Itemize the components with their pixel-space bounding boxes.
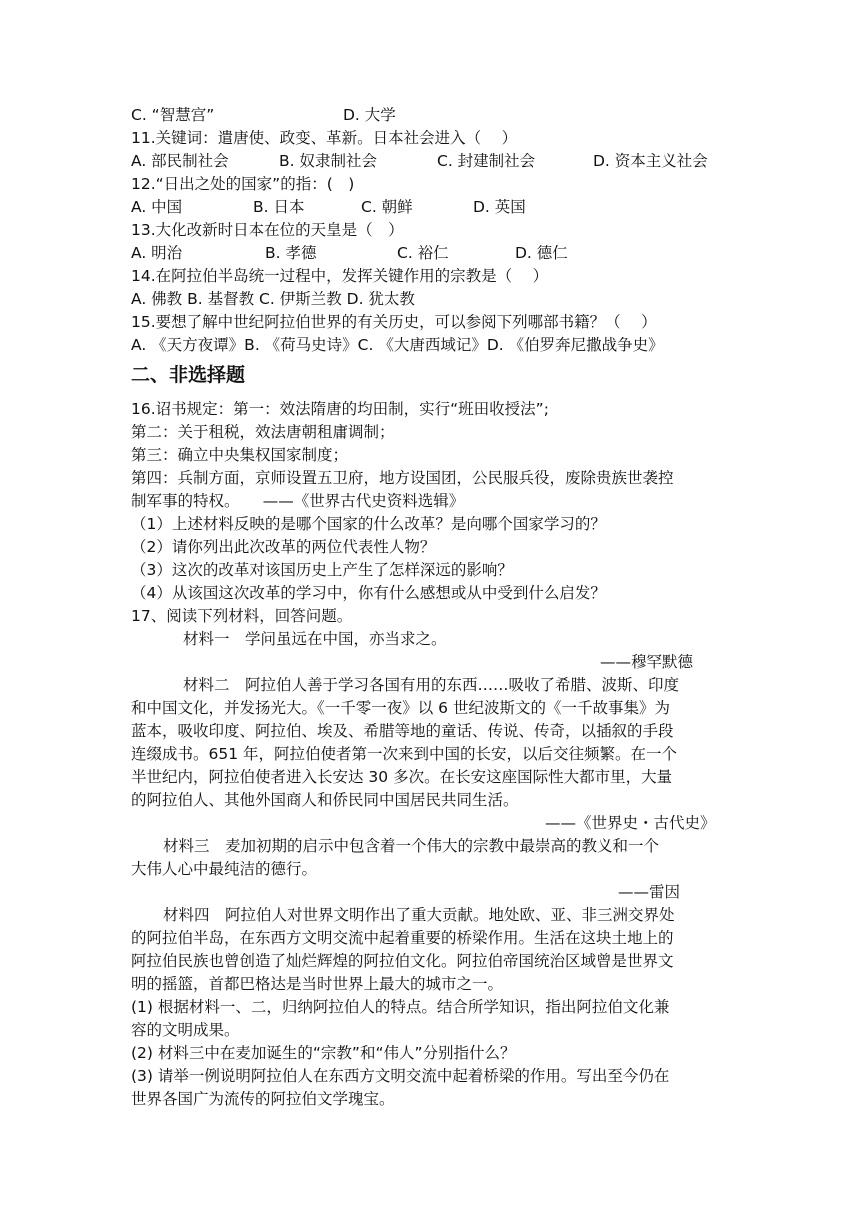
q17-material-2-line: 的阿拉伯人、其他外国商人和侨民同中国居民共同生活。 [131, 791, 519, 809]
q16-subquestion: （4）从该国这次改革的学习中，你有什么感想或从中受到什么启发？ [131, 584, 606, 602]
q17-material-2-line: 连缀成书。651 年，阿拉伯使者第一次来到中国的长安，以后交往频繁。在一个 [131, 745, 678, 763]
q17-material-2-line: 和中国文化，并发扬光大。《一千零一夜》以 6 世纪波斯文的《一千故事集》为 [131, 699, 670, 717]
q17-material-2-line: 蓝本，吸收印度、阿拉伯、埃及、希腊等地的童话、传说、传奇，以插叙的手段 [131, 722, 674, 740]
q16-line: 第二：关于租税，效法唐朝租庸调制； [131, 423, 395, 441]
q17-material-4-line: 的阿拉伯半岛，在东西方文明交流中起着重要的桥梁作用。生活在这块土地上的 [131, 929, 674, 947]
q17-material-2-line: 材料二 阿拉伯人善于学习各国有用的东西……吸收了希腊、波斯、印度 [183, 676, 680, 694]
q17-material-3-line: 大伟人心中最纯洁的德行。 [131, 860, 318, 878]
q11-option-c: C. 封建制社会 [437, 152, 536, 170]
q16-line: 16.诏书规定：第一：效法隋唐的均田制，实行“班田收授法”; [131, 400, 549, 418]
q11-option-a: A. 部民制社会 [131, 152, 229, 170]
q14-options: A. 佛教 B. 基督教 C. 伊斯兰教 D. 犹太教 [131, 290, 415, 308]
q15-options: A. 《天方夜谭》B. 《荷马史诗》C. 《大唐西域记》D. 《伯罗奔尼撒战争史》 [131, 336, 664, 354]
q16-line: 第四：兵制方面，京师设置五卫府，地方设国团，公民服兵役，废除贵族世袭控 [131, 469, 674, 487]
q17-material-2-line: 半世纪内，阿拉伯使者进入长安达 30 多次。在长安这座国际性大都市里，大量 [131, 768, 673, 786]
q12-stem: 12.“日出之处的国家”的指：( ) [131, 175, 355, 193]
q16-subquestion: （3）这次的改革对该国历史上产生了怎样深远的影响？ [131, 561, 513, 579]
q10-option-d: D. 大学 [343, 106, 396, 124]
q14-stem: 14.在阿拉伯半岛统一过程中，发挥关键作用的宗教是（ ） [131, 267, 549, 285]
q12-option-c: C. 朝鲜 [361, 198, 413, 216]
q17-material-4-line: 材料四 阿拉伯人对世界文明作出了重大贡献。地处欧、亚、非三洲交界处 [163, 906, 675, 924]
q17-material-4-line: 阿拉伯民族也曾创造了灿烂辉煌的阿拉伯文化。阿拉伯帝国统治区域曾是世界文 [131, 952, 674, 970]
q16-subquestion: （2）请你列出此次改革的两位代表性人物？ [131, 538, 436, 556]
q12-option-b: B. 日本 [253, 198, 305, 216]
q17-material-4-line: 明的摇篮，首都巴格达是当时世界上最大的城市之一。 [131, 975, 504, 993]
q17-material-2-source: ——《世界史・古代史》 [545, 814, 716, 832]
q12-option-d: D. 英国 [473, 198, 526, 216]
q12-option-a: A. 中国 [131, 198, 183, 216]
q11-option-b: B. 奴隶制社会 [279, 152, 377, 170]
q17-subquestion: (2) 材料三中在麦加诞生的“宗教”和“伟人”分别指什么？ [131, 1044, 516, 1062]
q17-material-3-source: ——雷因 [618, 883, 681, 901]
q13-option-a: A. 明治 [131, 244, 183, 262]
q17-subquestion: (1) 根据材料一、二，归纳阿拉伯人的特点。结合所学知识，指出阿拉伯文化兼 [131, 998, 670, 1016]
q17-subquestion: 容的文明成果。 [131, 1021, 240, 1039]
q16-line: 第三：确立中央集权国家制度； [131, 446, 349, 464]
q16-line: 制军事的特权。 ——《世界古代史资料选辑》 [131, 492, 465, 510]
q13-option-d: D. 德仁 [515, 244, 568, 262]
section-heading: 二、非选择题 [131, 364, 246, 386]
q10-option-c: C. “智慧宫” [131, 106, 215, 124]
q16-subquestion: （1）上述材料反映的是哪个国家的什么改革？是向哪个国家学习的？ [131, 515, 606, 533]
q17-subquestion: 世界各国广为流传的阿拉伯文学瑰宝。 [131, 1090, 395, 1108]
q17-material-1-source: ——穆罕默德 [600, 653, 694, 671]
q17-material-1: 材料一 学问虽远在中国，亦当求之。 [183, 630, 447, 648]
q17-material-3-line: 材料三 麦加初期的启示中包含着一个伟大的宗教中最崇高的教义和一个 [163, 837, 660, 855]
q11-stem: 11.关键词：遣唐使、政变、革新。日本社会进入（ ） [131, 129, 518, 147]
q13-stem: 13.大化改新时日本在位的天皇是（ ） [131, 221, 404, 239]
q13-option-c: C. 裕仁 [397, 244, 449, 262]
q15-stem: 15.要想了解中世纪阿拉伯世界的有关历史，可以参阅下列哪部书籍？（ ） [131, 313, 657, 331]
q17-stem: 17、阅读下列材料，回答问题。 [131, 607, 353, 625]
q11-option-d: D. 资本主义社会 [593, 152, 708, 170]
q13-option-b: B. 孝德 [265, 244, 317, 262]
q17-subquestion: (3) 请举一例说明阿拉伯人在东西方文明交流中起着桥梁的作用。写出至今仍在 [131, 1067, 670, 1085]
